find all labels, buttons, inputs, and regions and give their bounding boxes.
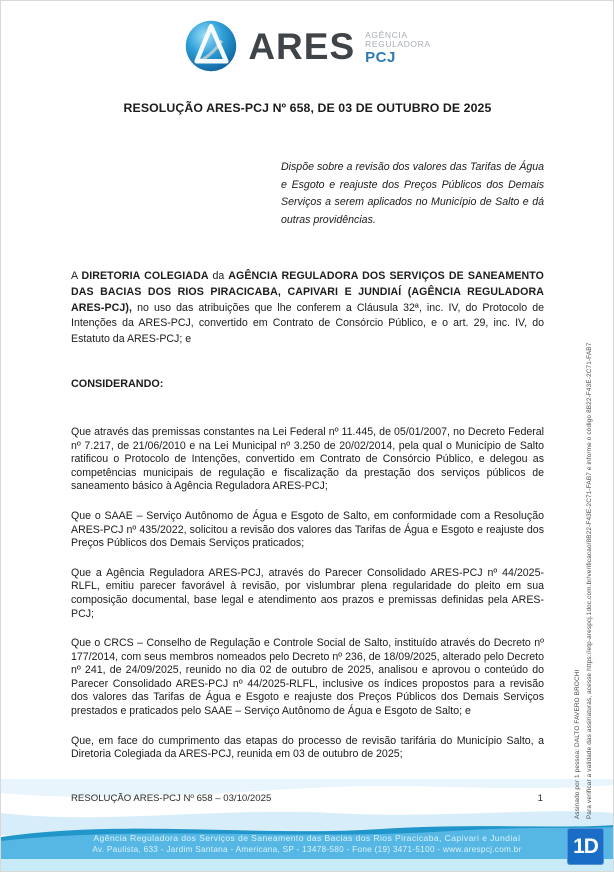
preamble-seg3: da <box>208 270 229 282</box>
1doc-badge <box>567 828 604 865</box>
considering-item-3: Que a Agência Reguladora ARES-PCJ, através do Parecer Consolidado ARES-PCJ nº 44/2025-RLFL, emitiu parecer favorável à revisão, por vislumbrar plena regularidade do pleito em sua composição documental, base legal e atendimento aos prazos e premissas definidas pela ARES-PCJ; <box>71 566 544 620</box>
agency-address-line: Av. Paulista, 633 - Jardim Santana - Americana, SP - 13478-580 - Fone (19) 3471-5100 - www.arespcj.com.br <box>92 845 522 854</box>
considering-item-2: Que o SAAE – Serviço Autônomo de Água e Esgoto de Salto, em conformidade com a Resolução ARES-PCJ nº 435/2022, solicitou a revisão dos valores das Tarifas de Água e Esgoto e reajuste dos Preços Públicos dos Demais Serviços praticados; <box>71 509 544 550</box>
footer-doc-reference: RESOLUÇÃO ARES-PCJ Nº 658 – 03/10/2025 <box>71 793 272 804</box>
considering-item-4: Que o CRCS – Conselho de Regulação e Controle Social de Salto, instituído através do Decreto nº 177/2014, com seus membros nomeados pelo Decreto nº 236, de 18/09/2025, alterado pelo Decreto nº 241, de 24/09/2025, reunido no dia 02 de outubro de 2025, analisou e aprovou o conteúdo do Parecer Consolidado ARES-PCJ nº 44/2025-RLFL, inclusive os índices propostos para a revisão dos valores das Tarifas de Água e Esgoto e reajuste dos Preços Públicos dos Demais Serviços prestados e praticados pelo SAAE – Serviço Autônomo de Água e Esgoto de Salto; e <box>71 637 544 718</box>
signature-signed-by-text: Assinado por 1 pessoa: DALTO FAVERO BROCHI <box>574 669 581 819</box>
preamble-diretoria-bold: DIRETORIA COLEGIADA <box>81 270 209 282</box>
page-footer-row <box>71 793 543 804</box>
ares-pcj-logo <box>71 17 544 75</box>
considering-item-1: Que através das premissas constantes na Lei Federal nº 11.445, de 05/01/2007, no Decreto Federal nº 7.217, de 21/06/2010 e na Lei Municipal nº 3.250 de 20/02/2014, pela qual o Município de Salto ratificou o Protocolo de Intenções, convertido em Contrato de Consórcio Público, e delegou as competências municipais de regulação e fiscalização da prestação dos serviços públicos de saneamento básico à Agência Reguladora ARES-PCJ; <box>71 425 544 493</box>
signature-verification-text: Para verificar a validade das assinaturas, acesse https://etp-arespcj.1doc.com.br/verificacao/8B22-F43E-2C71-FAB7 e informe o código 8B22-F43E-2C71-FAB7 <box>586 342 593 819</box>
resolution-title: RESOLUÇÃO ARES-PCJ Nº 658, DE 03 DE OUTUBRO DE 2025 <box>123 101 492 115</box>
1doc-badge-label: 1D <box>573 834 598 858</box>
ares-globe-icon <box>184 19 238 73</box>
logo-tagline-line1: AGÊNCIA <box>365 29 408 40</box>
preamble-seg1: A <box>71 270 82 282</box>
logo-pcj-label: PCJ <box>365 48 396 66</box>
preamble-seg5: no uso das atribuições que lhe conferem a Cláusula 32ª, inc. IV, do Protocolo de Intenções da ARES-PCJ, convertido em Contrato de Consórcio Público, e o art. 29, inc. IV, do Estatuto da ARES-PCJ; e <box>71 301 544 346</box>
epigraph-summary: Dispõe sobre a revisão dos valores das Tarifas de Água e Esgoto e reajuste dos Preços Públicos dos Demais Serviços a serem aplicados no Município de Salto e dá outras providências. <box>281 161 544 226</box>
logo-wordmark: ARES <box>248 25 356 67</box>
considering-item-5: Que, em face do cumprimento das etapas do processo de revisão tarifária do Município Salto, a Diretoria Colegiada da ARES-PCJ, reunida em 03 de outubro de 2025; <box>71 734 544 761</box>
preamble-paragraph <box>71 269 544 348</box>
logo-tagline-line2: REGULADORA <box>365 38 431 49</box>
agency-address-block <box>1 833 613 854</box>
document-content <box>1 17 613 762</box>
preamble-agencia-bold: AGÊNCIA REGULADORA DOS SERVIÇOS DE SANEAMENTO DAS BACIAS DOS RIOS PIRACICABA, CAPIVARI E JUNDIAÍ (AGÊNCIA REGULADORA ARES-PCJ), <box>71 270 544 314</box>
considering-heading: CONSIDERANDO: <box>71 377 164 390</box>
agency-name-line: Agência Reguladora dos Serviços de Saneamento das Bacias dos Rios Piracicaba, Capivari e Jundiaí <box>93 833 521 843</box>
logo-caption <box>365 27 431 66</box>
page-number: 1 <box>537 793 543 804</box>
